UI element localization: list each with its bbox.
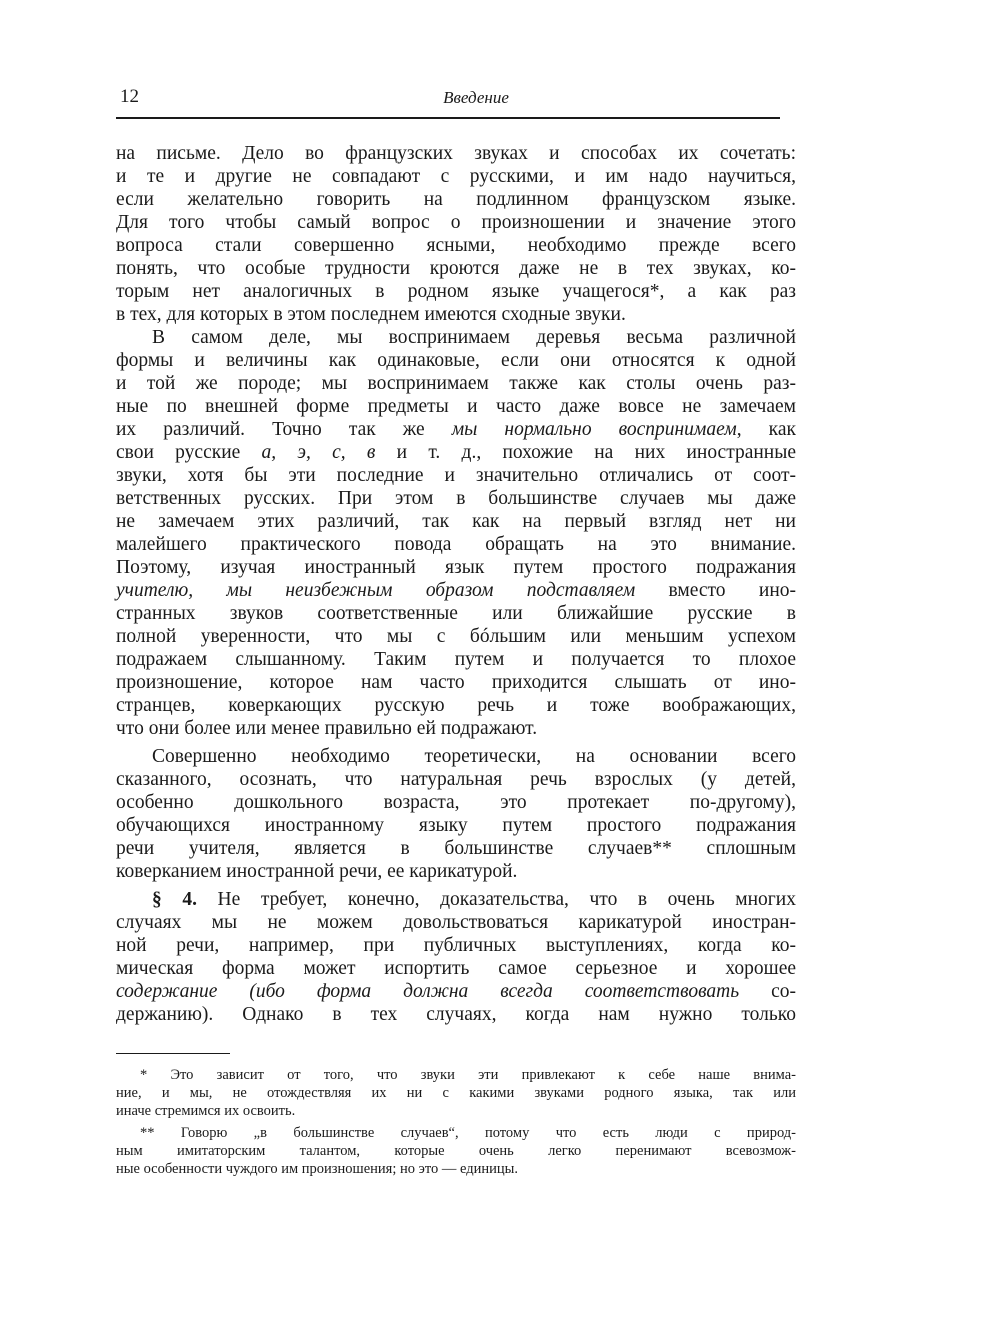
text-line: вопроса стали совершенно ясными, необходимо прежде всего — [116, 235, 796, 256]
text-line: в тех, для которых в этом последнем имеются сходные звуки. — [116, 304, 626, 325]
text-line — [116, 441, 796, 464]
text-line: если желательно говорить на подлинном французском языке. — [116, 189, 796, 210]
text-line: Совершенно необходимо теоретически, на основании всего — [152, 746, 796, 767]
text-line: В самом деле, мы воспринимаем деревья весьма различной — [152, 327, 796, 348]
paragraph-4 — [116, 888, 796, 1026]
text-line: особенно дошкольного возраста, это протекает по-другому), — [116, 792, 796, 813]
text-line — [116, 980, 796, 1003]
text-line: формы и величины как одинаковые, если они относятся к одной — [116, 350, 796, 371]
text-run: со- — [739, 981, 796, 1002]
text-line: держанию). Однако в тех случаях, когда нам нужно только — [116, 1004, 796, 1025]
text-line: речи учителя, является в большинстве случаев** сплошным — [116, 838, 796, 859]
text-run: и т. д., похожие на них иностранные — [375, 442, 797, 463]
text-line: подражаем слышанному. Таким путем и получается то плохое — [116, 649, 796, 670]
italic-letters: а, э, с, в — [261, 442, 376, 463]
text-run: свои русские — [116, 442, 262, 463]
footnotes — [116, 1066, 796, 1178]
text-run: их различий. Точно так же — [116, 419, 452, 440]
text-line: сказанного, осознать, что натуральная речь взрослых (у детей, — [116, 769, 796, 790]
italic-emphasis: учителю, мы неизбежным образом подставляем — [116, 580, 636, 601]
paragraph-2 — [116, 326, 796, 740]
text-line: полной уверенности, что мы с бóльшим или меньшим успехом — [116, 626, 796, 647]
text-line — [116, 888, 796, 911]
running-head — [116, 86, 780, 116]
footnote-line: ** Говорю „в большинстве случаев“, потому что есть люди с природ- — [140, 1125, 796, 1141]
text-run: вместо ино- — [635, 580, 796, 601]
text-line: понять, что особые трудности кроются даже не в тех звуках, ко- — [116, 258, 796, 279]
text-line: мическая форма может испортить самое серьезное и хорошее — [116, 958, 796, 979]
section-number: § 4. — [152, 889, 197, 910]
body-text — [116, 142, 796, 1026]
text-line: Поэтому, изучая иностранный язык путем простого подражания — [116, 557, 796, 578]
text-run: Не требует, конечно, доказательства, что в очень многих — [196, 889, 796, 910]
footnote-2 — [116, 1124, 796, 1178]
footnote-line: ние, и мы, не отождествляя их ни с какими звуками родного языка, так или — [116, 1085, 796, 1101]
text-line: торым нет аналогичных в родном языке учащегося*, а как раз — [116, 281, 796, 302]
footnote-line: * Это зависит от того, что звуки эти привлекают к себе наше внима- — [140, 1067, 796, 1083]
text-line: случаях мы не можем довольствоваться карикатурой иностран- — [116, 912, 796, 933]
text-line: звуки, хотя бы эти последние и значительно отличались от соот- — [116, 465, 796, 486]
footnote-line: ные особенности чуждого им произношения; но это — единицы. — [116, 1161, 519, 1177]
footnote-line: ным имитаторским талантом, которые очень легко перенимают всевозмож- — [116, 1143, 796, 1159]
text-line: коверканием иностранной речи, ее карикатурой. — [116, 861, 518, 882]
text-line: обучающихся иностранному языку путем простого подражания — [116, 815, 796, 836]
text-line: произношение, которое нам часто приходится слышать от ино- — [116, 672, 796, 693]
text-line: ной речи, например, при публичных выступлениях, когда ко- — [116, 935, 796, 956]
text-line: малейшего практического повода обращать на это внимание. — [116, 534, 796, 555]
footnote-1 — [116, 1066, 796, 1120]
text-run: , как — [736, 419, 796, 440]
text-line: что они более или менее правильно ей подражают. — [116, 718, 538, 739]
italic-emphasis: мы нормально воспринимаем — [451, 419, 737, 440]
text-line: не замечаем этих различий, так как на первый взгляд нет ни — [116, 511, 796, 532]
text-line: странных звуков соответственные или ближайшие русские в — [116, 603, 796, 624]
text-line: и той же породе; мы воспринимаем также как столы очень раз- — [116, 373, 796, 394]
text-line: и те и другие не совпадают с русскими, и им надо научиться, — [116, 166, 796, 187]
text-line: странцев, коверкающих русскую речь и тоже воображающих, — [116, 695, 796, 716]
text-line: Для того чтобы самый вопрос о произношении и значение этого — [116, 212, 796, 233]
running-title: Введение — [443, 88, 509, 107]
text-line: ветственных русских. При этом в большинстве случаев мы даже — [116, 488, 796, 509]
paragraph-3 — [116, 745, 796, 883]
paragraph-1 — [116, 142, 796, 326]
footnote-line: иначе стремимся их освоить. — [116, 1103, 296, 1119]
page-number: 12 — [120, 86, 139, 107]
text-line — [116, 579, 796, 602]
text-line: на письме. Дело во французских звуках и способах их сочетать: — [116, 143, 796, 164]
italic-emphasis: содержание ( — [116, 981, 256, 1002]
text-line — [116, 418, 796, 441]
text-line: ные по внешней форме предметы и часто даже вовсе не замечаем — [116, 396, 796, 417]
footnote-rule — [116, 1053, 230, 1054]
italic-emphasis: ибо форма должна всегда соответствовать — [255, 981, 740, 1002]
header-rule — [116, 117, 780, 119]
